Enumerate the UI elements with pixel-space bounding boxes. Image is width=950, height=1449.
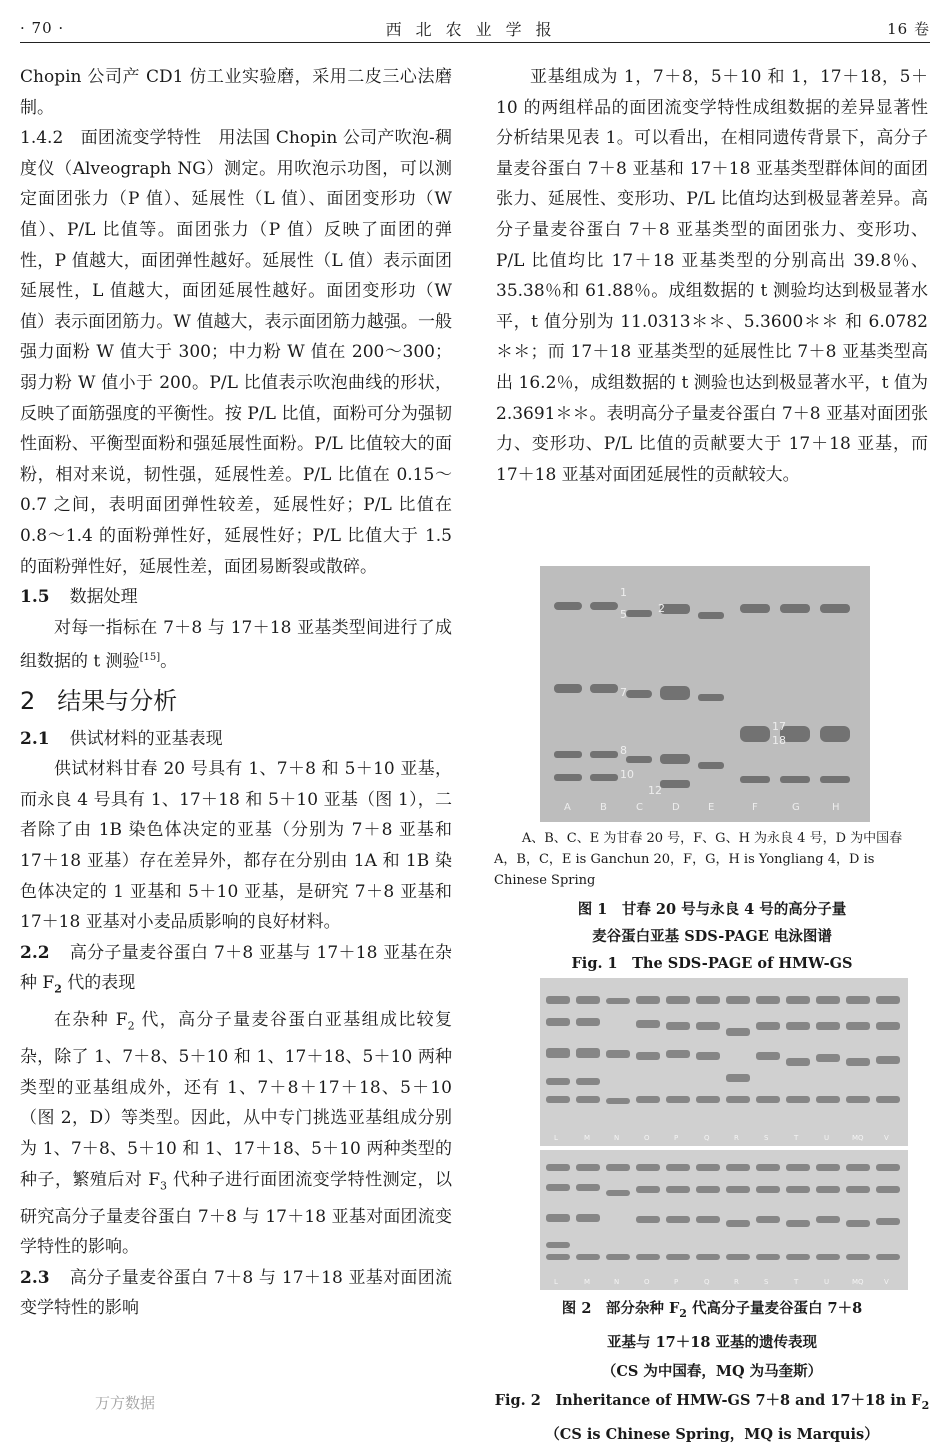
section-heading-2-1: 2.1 供试材料的亚基表现 [20, 728, 223, 749]
citation: [15] [139, 652, 161, 664]
page-number: · 70 · [20, 19, 65, 37]
svg-text:S: S [764, 1278, 769, 1286]
svg-text:R: R [734, 1134, 739, 1142]
paragraph: 亚基组成为 1，7＋8，5＋10 和 1，17＋18，5＋10 的两组样品的面团流变学特性成组数据的差异显著性分析结果见表 1。可以看出，在相同遗传背景下，高分子量麦谷蛋白 7＋8 亚基和 17＋18 亚基类型群体间的面团张力、延展性、变形功、P/L 比值均达到极显著差异。高分子量麦谷蛋白 7＋8 亚基类型的面团张力、变形功、P/L 比值均比 17＋18 亚基类型的分别高出 39.8％、35.38％和 61.88％。成组数据的 t 测验均达到极显著水平，t 值分别为 11.0313＊＊、5.3600＊＊ 和 6.0782＊＊；而 17＋18 亚基类型的延展性比 7＋8 亚基类型高出 16.2％，成组数据的 t 测验也达到极显著水平，t 值为 2.3691＊＊。表明高分子量麦谷蛋白 7＋8 亚基对面团张力、变形功、P/L 比值的贡献要大于 17＋18 亚基，而 17＋18 亚基对面团延展性的贡献较大。 [496, 67, 928, 485]
svg-text:MQ: MQ [852, 1278, 864, 1286]
svg-text:7: 7 [620, 686, 627, 699]
svg-text:18: 18 [772, 734, 786, 747]
right-column [496, 62, 928, 490]
svg-text:N: N [614, 1278, 620, 1286]
svg-text:G: G [792, 802, 800, 813]
svg-text:U: U [824, 1278, 830, 1286]
svg-text:P: P [674, 1278, 679, 1286]
paragraph: Chopin 公司产 CD1 仿工业实验磨，采用二皮三心法磨制。 [20, 67, 452, 118]
gel-electrophoresis-image [540, 978, 908, 1146]
svg-text:2: 2 [658, 602, 665, 615]
svg-text:S: S [764, 1134, 769, 1142]
figure-1-caption: 图 1 甘春 20 号与永良 4 号的高分子量 麦谷蛋白亚基 SDS-PAGE 电泳图谱 Fig. 1 The SDS-PAGE of HMW-GS [571, 901, 853, 972]
section-heading-1-5: 1.5 数据处理 [20, 587, 138, 608]
svg-text:E: E [708, 802, 715, 813]
volume-label: 16 卷 [887, 19, 930, 38]
paragraph: 供试材料甘春 20 号具有 1、7＋8 和 5＋10 亚基，而永良 4 号具有 1、17＋18 和 5＋10 亚基（图 1），二者除了由 1B 染色体决定的亚基（分别为 7＋8 亚基和 17＋18 亚基）存在差异外，都存在分别由 1A 和 1B 染色体决定的 1 亚基和 5＋10 亚基，是研究 7＋8 亚基和 17＋18 亚基对小麦品质影响的良好材料。 [20, 759, 452, 933]
svg-text:N: N [614, 1134, 620, 1142]
svg-text:M: M [584, 1134, 591, 1142]
paragraph-1-4-2: 1.4.2 面团流变学特性 用法国 Chopin 公司产吹泡-稠度仪（Alveograph NG）测定。用吹泡示功图，可以测定面团张力（P 值）、延展性（L 值）、面团变形功（W 值）、P/L 比值等。面团张力（P 值）反映了面团的弹性，P 值越大，面团弹性越好。延展性（L 值）表示面团延展性，L 值越大，面团延展性越好。面团变形功（W 值）表示面团筋力。W 值越大，表示面团筋力越强。一般强力面粉 W 值大于 300；中力粉 W 值在 200～300；弱力粉 W 值小于 200。P/L 比值表示吹泡曲线的形状，反映了面筋强度的平衡性。按 P/L 比值，面粉可分为强韧性面粉、平衡型面粉和强延展性面粉。P/L 比值较大的面粉，相对来说，韧性强，延展性差。P/L 比值在 0.15～0.7 之间，表明面团弹性较差，延展性好；P/L 比值在 0.8～1.4 的面粉弹性好，延展性好；P/L 比值大于 1.5 的面粉弹性好，延展性差，面团易断裂或散碎。 [20, 128, 452, 577]
watermark: 万方数据 [95, 1394, 156, 1412]
svg-text:B: B [600, 802, 607, 813]
svg-text:10: 10 [620, 768, 634, 781]
svg-text:P: P [674, 1134, 679, 1142]
figure-1-gel-image [540, 566, 870, 822]
svg-text:M: M [584, 1278, 591, 1286]
svg-text:V: V [884, 1134, 889, 1142]
svg-text:5: 5 [620, 608, 627, 621]
svg-text:17: 17 [772, 720, 786, 733]
paragraph: 在杂种 $F_2$ 代，高分子量麦谷蛋白亚基组成比较复杂，除了 1、7＋8、5＋10 和 1、17＋18、5＋10 两种类型的亚基组成外，还有 1、7＋8＋17＋18、5＋10（图 2，D）等类型。因此，从中专门挑选亚基组成分别为 1、7＋8、5＋10 和 1、17＋18、5＋10 两种类型的种子，繁殖后对 $F_3$ 代种子进行面团流变学特性测定，以研究高分子量麦谷蛋白 7＋8 与 17＋18 亚基对面团流变学特性的影响。 [20, 1010, 452, 1258]
svg-text:A: A [564, 802, 571, 813]
section-heading-2-3: 2.3 高分子量麦谷蛋白 7＋8 与 17＋18 亚基对面团流变学特性的影响 [20, 1267, 452, 1319]
svg-text:D: D [672, 802, 680, 813]
svg-text:H: H [832, 802, 840, 813]
svg-text:T: T [794, 1134, 799, 1142]
svg-text:1: 1 [620, 586, 627, 599]
svg-text:L: L [554, 1134, 558, 1142]
paragraph: 对每一指标在 7＋8 与 17＋18 亚基类型间进行了成组数据的 t 测验[15]。 [20, 617, 452, 672]
svg-text:R: R [734, 1278, 739, 1286]
left-column [20, 62, 452, 1324]
gel-electrophoresis-image [540, 1150, 908, 1290]
svg-text:C: C [636, 802, 643, 813]
section-heading-2-2: 2.2 高分子量麦谷蛋白 7＋8 亚基与 17＋18 亚基在杂种 $F_2$ 代的表现 [20, 942, 452, 996]
svg-text:MQ: MQ [852, 1134, 864, 1142]
section-heading-2: 2 结果与分析 [20, 686, 178, 715]
gel-electrophoresis-image [540, 566, 870, 822]
figure-2-caption: 图 2 部分杂种 $F_2$ 代高分子量麦谷蛋白 7＋8 亚基与 17＋18 亚基的遗传表现 （CS 为中国春，MQ 为马奎斯） Fig. 2 Inheritance of HMW-GS 7＋8 and 17＋18 in $F_2$ （CS is Chinese Spring，MQ is Marquis） [494, 1300, 930, 1443]
svg-text:O: O [644, 1134, 650, 1142]
svg-text:V: V [884, 1278, 889, 1286]
svg-text:F: F [752, 802, 758, 813]
journal-title: 西北农业学报 [385, 19, 566, 39]
svg-text:8: 8 [620, 744, 627, 757]
svg-text:L: L [554, 1278, 558, 1286]
svg-text:12: 12 [648, 784, 662, 797]
running-header [20, 14, 930, 43]
figure-2-gel-top [540, 978, 908, 1146]
svg-text:U: U [824, 1134, 830, 1142]
svg-text:Q: Q [704, 1134, 710, 1142]
svg-text:T: T [794, 1278, 799, 1286]
figure-1-note: A、B、C、E 为甘春 20 号，F、G、H 为永良 4 号，D 为中国春 A，B，C，E is Ganchun 20，F，G，H is Yongliang 4，D is Chinese Spring [494, 831, 903, 888]
svg-text:O: O [644, 1278, 650, 1286]
svg-text:Q: Q [704, 1278, 710, 1286]
figure-2-gel-bottom [540, 1150, 908, 1290]
